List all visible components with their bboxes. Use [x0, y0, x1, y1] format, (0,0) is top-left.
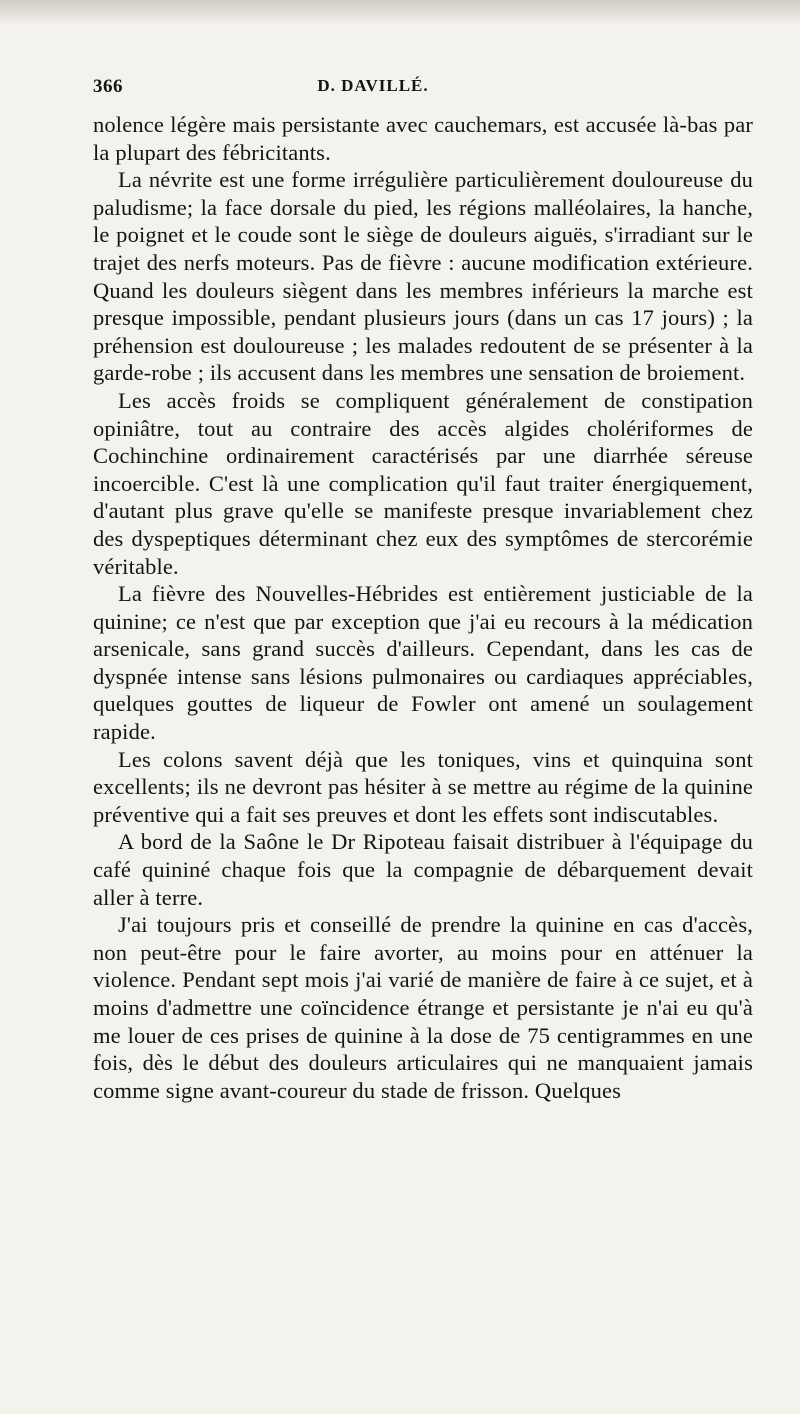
paragraph-fievre-quinine: La fièvre des Nouvelles-Hébrides est entièrement justiciable de la quinine; ce n'est que par exception que j'ai eu recours à la médication arsenicale, sans grand succès d'ailleurs. Cependant, dans les cas de dyspnée intense sans lésions pulmonaires ou cardiaques appréciables, quelques gouttes de liqueur de Fowler ont amené un soulagement rapide.	[93, 581, 753, 745]
paragraph-continuation: nolence légère mais persistante avec cauchemars, est accusée là-bas par la plupart des fébricitants.	[93, 112, 753, 165]
paragraph-nevrite: La névrite est une forme irrégulière particulièrement douloureuse du paludisme; la face dorsale du pied, les régions malléolaires, la hanche, le poignet et le coude sont le siège de douleurs aiguës, s'irradiant sur le trajet des nerfs moteurs. Pas de fièvre : aucune modification extérieure. Quand les douleurs siègent dans les membres inférieurs la marche est presque impossible, pendant plusieurs jours (dans un cas 17 jours) ; la préhension est douloureuse ; les malades redoutent de se présenter à la garde-robe ; ils accusent dans les membres une sensation de broiement.	[93, 167, 753, 386]
body-text	[93, 111, 753, 1104]
paragraph-saone: A bord de la Saône le Dr Ripoteau faisait distribuer à l'équipage du café quininé chaque fois que la compagnie de débarquement devait aller à terre.	[93, 829, 753, 910]
page-edge-shadow	[0, 0, 800, 26]
running-head: D. DAVILLÉ.	[317, 76, 429, 95]
paragraph-acces-froids: Les accès froids se compliquent généralement de constipation opiniâtre, tout au contraire des accès algides cholériformes de Cochinchine ordinairement caractérisés par une diarrhée séreuse incoercible. C'est là une complication qu'il faut traiter énergiquement, d'autant plus grave qu'elle se manifeste presque invariablement chez des dyspeptiques déterminant chez eux des symptômes de stercorémie véritable.	[93, 387, 753, 579]
page-number: 366	[93, 76, 123, 97]
paragraph-quinine-acces: J'ai toujours pris et conseillé de prendre la quinine en cas d'accès, non peut-être pour le faire avorter, au moins pour en atténuer la violence. Pendant sept mois j'ai varié de manière de faire à ce sujet, et à moins d'admettre une coïncidence étrange et persistante je n'ai eu qu'à me louer de ces prises de quinine à la dose de 75 centigrammes en une fois, dès le début des douleurs articulaires qui ne manquaient jamais comme signe avant-coureur du stade de frisson. Quelques	[93, 912, 753, 1103]
page-header	[93, 76, 753, 104]
paragraph-colons: Les colons savent déjà que les toniques, vins et quinquina sont excellents; ils ne devront pas hésiter à se mettre au régime de la quinine préventive qui a fait ses preuves et dont les effets sont indiscutables.	[93, 746, 753, 827]
